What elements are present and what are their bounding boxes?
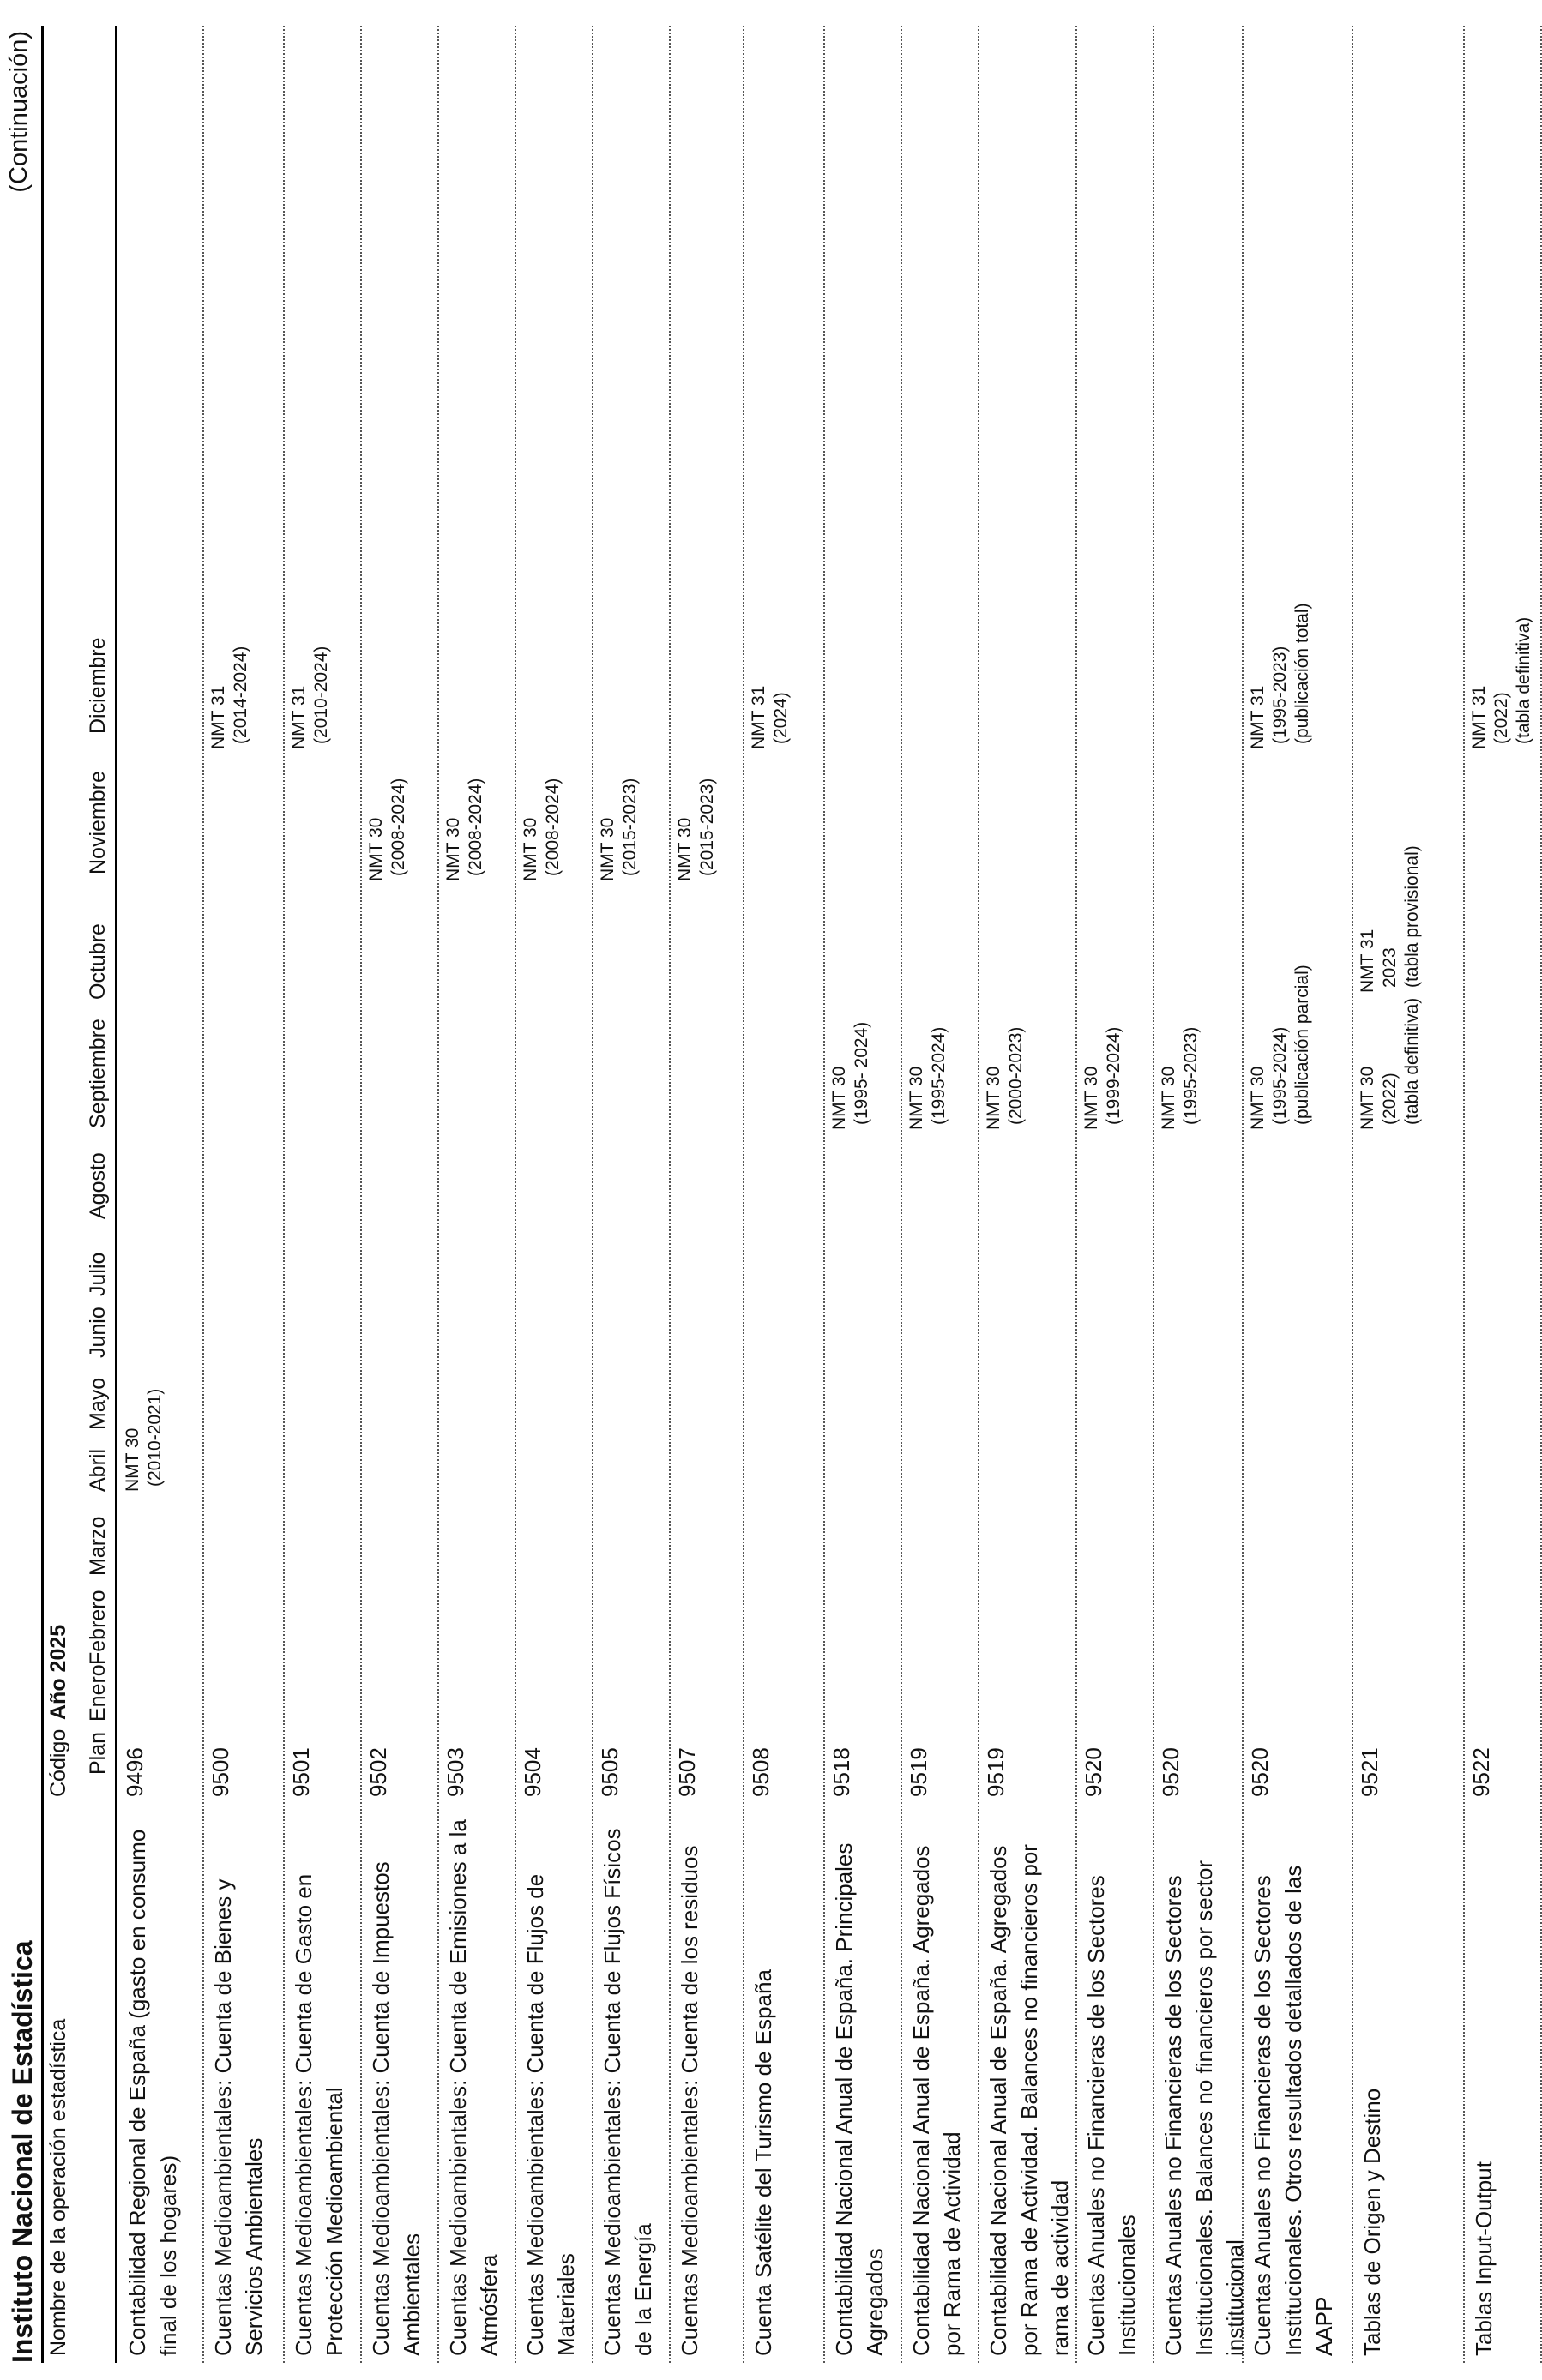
month-header-enero: Enero bbox=[86, 1664, 110, 1722]
operation-name: Cuentas Medioambientales: Cuenta de Bienes y Servicios Ambientales bbox=[210, 1878, 267, 2356]
table-row bbox=[592, 26, 671, 2363]
schedule-entry-septiembre bbox=[906, 1027, 950, 1130]
release-code: NMT 31 bbox=[208, 685, 228, 749]
reference-period: 2023 bbox=[1380, 947, 1400, 988]
month-header-marzo: Marzo bbox=[86, 1516, 110, 1576]
reference-period: (2008-2024) bbox=[466, 778, 485, 876]
month-header-diciembre: Diciembre bbox=[86, 637, 110, 734]
release-code: NMT 31 bbox=[1358, 929, 1377, 993]
plan-code: 9501 bbox=[288, 1747, 314, 1797]
plan-code: 9518 bbox=[828, 1747, 854, 1797]
release-code: NMT 30 bbox=[1248, 1066, 1268, 1130]
reference-period: (2024) bbox=[771, 692, 791, 744]
schedule-entry-septiembre bbox=[1158, 1027, 1202, 1130]
table-row bbox=[978, 26, 1077, 2363]
table-row bbox=[283, 26, 362, 2363]
table-row bbox=[901, 26, 979, 2363]
schedule-entry-septiembre bbox=[1357, 998, 1424, 1130]
schedule-entry-abril bbox=[122, 1389, 166, 1492]
plan-code: 9520 bbox=[1247, 1747, 1273, 1797]
organization-title: Instituto Nacional de Estadística bbox=[7, 1940, 38, 2363]
release-code: NMT 30 bbox=[443, 817, 463, 881]
release-code: NMT 30 bbox=[123, 1427, 142, 1492]
schedule-entry-septiembre bbox=[1081, 1027, 1125, 1130]
plan-code: 9507 bbox=[674, 1747, 700, 1797]
column-header-code: Código bbox=[46, 1728, 70, 1797]
plan-code: 9521 bbox=[1357, 1747, 1382, 1797]
plan-code: 9508 bbox=[748, 1747, 774, 1797]
reference-period: (1995-2024) bbox=[929, 1026, 949, 1125]
reference-period: (publicación parcial) bbox=[1292, 965, 1312, 1125]
schedule-entry-diciembre bbox=[748, 686, 792, 749]
month-header-julio: Julio bbox=[86, 1252, 110, 1296]
operation-name: Cuentas Medioambientales: Cuenta de los residuos bbox=[677, 1845, 702, 2356]
plan-code: 9496 bbox=[122, 1747, 148, 1797]
table-row bbox=[743, 26, 825, 2363]
schedule-entry-noviembre bbox=[597, 778, 641, 881]
reference-period: (tabla provisional) bbox=[1402, 845, 1422, 988]
release-code: NMT 30 bbox=[598, 817, 617, 881]
plan-code: 9520 bbox=[1158, 1747, 1184, 1797]
schedule-entry-noviembre bbox=[365, 778, 410, 881]
month-header-junio: Junio bbox=[86, 1307, 110, 1358]
table-row bbox=[1242, 26, 1353, 2363]
reference-period: (1999-2024) bbox=[1104, 1026, 1123, 1125]
release-code: NMT 31 bbox=[289, 685, 309, 749]
plan-code: 9520 bbox=[1081, 1747, 1106, 1797]
reference-period: (1995-2023) bbox=[1270, 646, 1290, 744]
operation-name: Contabilidad Nacional Anual de España. Agregados por Rama de Actividad. Balances no financieros por rama de actividad bbox=[985, 1844, 1073, 2356]
reference-period: (2010-2021) bbox=[145, 1388, 165, 1487]
plan-code: 9522 bbox=[1468, 1747, 1494, 1797]
schedule-entry-octubre bbox=[1357, 845, 1424, 993]
release-code: NMT 30 bbox=[1159, 1066, 1178, 1130]
release-code: NMT 30 bbox=[521, 817, 540, 881]
plan-code: 9504 bbox=[520, 1747, 545, 1797]
month-header-febrero: Febrero bbox=[86, 1590, 110, 1665]
schedule-entry-septiembre bbox=[828, 1022, 873, 1130]
release-code: NMT 30 bbox=[366, 817, 386, 881]
operation-name: Cuentas Medioambientales: Cuenta de Gasto en Protección Medioambiental bbox=[291, 1873, 347, 2356]
plan-code: 9519 bbox=[906, 1747, 931, 1797]
table-row bbox=[360, 26, 439, 2363]
reference-period: (2008-2024) bbox=[389, 778, 408, 876]
operation-name: Tablas Input-Output bbox=[1471, 2161, 1497, 2356]
operation-name: Contabilidad Regional de España (gasto en consumo final de los hogares) bbox=[124, 1829, 181, 2356]
plan-code: 9519 bbox=[983, 1747, 1009, 1797]
plan-code: 9502 bbox=[365, 1747, 391, 1797]
reference-period: (publicación total) bbox=[1292, 603, 1312, 744]
month-header-octubre: Octubre bbox=[86, 923, 110, 1000]
reference-period: (2015-2023) bbox=[697, 778, 717, 876]
release-code: NMT 30 bbox=[984, 1066, 1003, 1130]
plan-code: 9503 bbox=[443, 1747, 468, 1797]
reference-period: (2022) bbox=[1491, 692, 1511, 744]
reference-period: (2014-2024) bbox=[231, 646, 250, 744]
reference-period: (1995-2024) bbox=[1270, 1026, 1290, 1125]
table-row bbox=[669, 26, 744, 2363]
operation-name: Contabilidad Nacional Anual de España. Principales Agregados bbox=[831, 1842, 888, 2356]
release-code: NMT 31 bbox=[1469, 685, 1489, 749]
table-row bbox=[202, 26, 285, 2363]
reference-period: (1995-2023) bbox=[1181, 1026, 1201, 1125]
table-row bbox=[1075, 26, 1154, 2363]
schedule-entry-diciembre bbox=[1468, 617, 1535, 749]
schedule-entry-septiembre bbox=[1247, 965, 1314, 1130]
table-row bbox=[823, 26, 902, 2363]
table-row bbox=[1463, 26, 1542, 2363]
plan-code: 9505 bbox=[597, 1747, 623, 1797]
reference-period: (2010-2024) bbox=[311, 646, 331, 744]
table-row bbox=[117, 26, 204, 2363]
reference-period: (tabla definitiva) bbox=[1402, 997, 1422, 1125]
operation-name: Cuentas Medioambientales: Cuenta de Impuestos Ambientales bbox=[368, 1861, 425, 2356]
operation-name: Cuentas Medioambientales: Cuenta de Flujos de Materiales bbox=[522, 1873, 579, 2356]
schedule-entry-septiembre bbox=[983, 1027, 1027, 1130]
release-code: NMT 31 bbox=[1248, 685, 1268, 749]
operation-name: Cuenta Satélite del Turismo de España bbox=[750, 1969, 776, 2356]
table-row bbox=[515, 26, 593, 2363]
month-header-noviembre: Noviembre bbox=[86, 771, 110, 874]
continuation-label: (Continuación) bbox=[5, 31, 33, 193]
schedule-entry-noviembre bbox=[443, 778, 487, 881]
month-header-agosto: Agosto bbox=[86, 1152, 110, 1219]
month-header-abril: Abril bbox=[86, 1448, 110, 1492]
operation-name: Contabilidad Nacional Anual de España. Agregados por Rama de Actividad bbox=[908, 1845, 965, 2356]
release-code: NMT 30 bbox=[1081, 1066, 1101, 1130]
operation-name: Cuentas Anuales no Financieras de los Sectores Institucionales. Balances no financieros por sector institucional bbox=[1160, 1860, 1248, 2356]
operation-name: Cuentas Anuales no Financieras de los Sectores Institucionales. Otros resultados detallados de las AAPP bbox=[1250, 1865, 1337, 2356]
reference-period: (2000-2023) bbox=[1006, 1026, 1026, 1125]
schedule-entry-diciembre bbox=[208, 646, 252, 749]
operation-name: Tablas de Origen y Destino bbox=[1359, 2088, 1385, 2356]
schedule-entry-noviembre bbox=[520, 778, 564, 881]
schedule-entry-diciembre bbox=[1247, 603, 1314, 749]
release-code: NMT 31 bbox=[749, 685, 768, 749]
operation-name: Cuentas Anuales no Financieras de los Sectores Institucionales bbox=[1083, 1875, 1140, 2356]
plan-code: 9500 bbox=[208, 1747, 233, 1797]
release-code: NMT 30 bbox=[675, 817, 695, 881]
reference-period: (2022) bbox=[1380, 1073, 1400, 1125]
table-row bbox=[437, 26, 516, 2363]
reference-period: (1995- 2024) bbox=[852, 1021, 871, 1125]
table-row bbox=[1153, 26, 1248, 2363]
release-code: NMT 30 bbox=[907, 1066, 926, 1130]
month-header-septiembre: Septiembre bbox=[86, 1019, 110, 1128]
schedule-entry-diciembre bbox=[288, 646, 333, 749]
column-header-name: Nombre de la operación estadística bbox=[46, 2018, 70, 2356]
column-header-year: Año 2025 bbox=[46, 1624, 70, 1720]
month-header-mayo: Mayo bbox=[86, 1377, 110, 1430]
release-code: NMT 30 bbox=[829, 1066, 849, 1130]
release-code: NMT 30 bbox=[1358, 1066, 1377, 1130]
table-row bbox=[1352, 26, 1465, 2363]
schedule-entry-noviembre bbox=[674, 778, 719, 881]
header-rule bbox=[41, 26, 44, 2363]
operation-name: Cuentas Medioambientales: Cuenta de Flujos Físicos de la Energía bbox=[599, 1828, 656, 2356]
reference-period: (2008-2024) bbox=[543, 778, 563, 876]
reference-period: (2015-2023) bbox=[620, 778, 640, 876]
column-header-plan: Plan bbox=[86, 1731, 110, 1775]
operation-name: Cuentas Medioambientales: Cuenta de Emisiones a la Atmósfera bbox=[445, 1819, 502, 2356]
reference-period: (tabla definitiva) bbox=[1514, 616, 1533, 744]
